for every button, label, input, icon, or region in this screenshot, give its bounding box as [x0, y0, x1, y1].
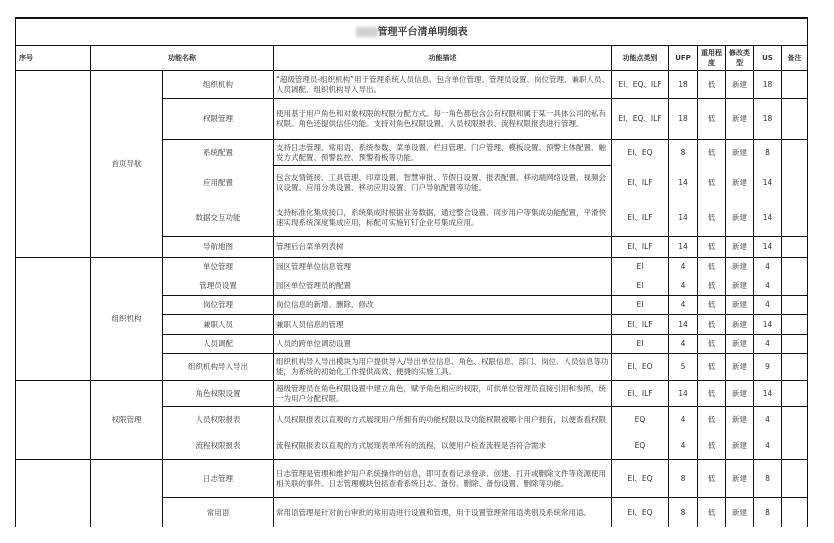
function-name-cell: 管理员设置: [163, 277, 274, 296]
reuse-cell: 低: [698, 140, 726, 166]
function-name-cell: 导航地图: [163, 237, 274, 258]
function-desc-cell: 岗位信息的新增、删除、修改: [274, 296, 612, 315]
note-cell: [782, 99, 808, 140]
reuse-cell: 低: [698, 354, 726, 381]
us-cell: 4: [754, 296, 782, 315]
ufp-cell: 14: [669, 315, 698, 335]
table-row: [16, 460, 808, 498]
reuse-cell: 低: [698, 296, 726, 315]
function-name-cell: 单位管理: [163, 258, 274, 277]
function-name-cell: 系统配置: [163, 140, 274, 166]
ufp-cell: 4: [669, 277, 698, 296]
redacted-name: [356, 27, 378, 37]
function-desc-cell: 常用语管理是针对前台审批的常用语进行设置和管理，用于设置管理常用语类别及系统常用语。: [274, 498, 612, 528]
point-type-cell: EI: [612, 296, 669, 315]
detail-table: [15, 18, 808, 527]
function-desc-cell: 流程权限报表以直观的方式展现表单所有的流程，以便用户检查流程是否符合需求: [274, 434, 612, 460]
us-cell: 14: [754, 315, 782, 335]
ufp-cell: 4: [669, 296, 698, 315]
seq-cell: [16, 258, 91, 381]
group-name-cell: 首页导航: [91, 71, 163, 258]
function-name-cell: 人员权限报表: [163, 407, 274, 434]
detail-table-container: [15, 17, 808, 527]
reuse-cell: 低: [698, 71, 726, 99]
us-cell: 18: [754, 99, 782, 140]
note-cell: [782, 407, 808, 434]
reuse-cell: 低: [698, 258, 726, 277]
point-type-cell: EI、EQ、ILF: [612, 99, 669, 140]
function-desc-cell: 超级管理员在角色权限设置中建立角色，赋予角色相应的权限，可供单位管理员直接引用和参照，统一为用户分配权限。: [274, 381, 612, 407]
header-desc: 功能描述: [274, 46, 612, 71]
header-reuse: 重用程度: [698, 46, 726, 71]
us-cell: 14: [754, 200, 782, 237]
mod-type-cell: 新建: [726, 166, 754, 200]
table-row: [16, 258, 808, 277]
us-cell: 8: [754, 498, 782, 528]
reuse-cell: 低: [698, 381, 726, 407]
ufp-cell: 4: [669, 407, 698, 434]
function-name-cell: 常用语: [163, 498, 274, 528]
title-text: 管理平台清单明细表: [377, 26, 468, 38]
note-cell: [782, 237, 808, 258]
us-cell: 8: [754, 460, 782, 498]
function-desc-cell: 支持日志管理、常用语、系统参数、菜单设置、栏目管理、门户管理、模板设置、预警主体配置、触发方式配置、预警监控、预警看板等功能。: [274, 140, 612, 166]
point-type-cell: EI、EQ: [612, 140, 669, 166]
note-cell: [782, 315, 808, 335]
ufp-cell: 8: [669, 498, 698, 528]
reuse-cell: 低: [698, 434, 726, 460]
function-name-cell: 组织机构: [163, 71, 274, 99]
note-cell: [782, 71, 808, 99]
header-ufp: UFP: [669, 46, 698, 71]
point-type-cell: EQ: [612, 434, 669, 460]
note-cell: [782, 460, 808, 498]
point-type-cell: EI: [612, 335, 669, 354]
mod-type-cell: 新建: [726, 71, 754, 99]
function-desc-cell: 日志管理是管理和维护用户系统操作的信息，即可查看记录登录、创建、打开或删除文件等资源使用相关联的事件。日志管理模块包括查看系统日志、备份、删除、备份设置、删除等功能。: [274, 460, 612, 498]
us-cell: 14: [754, 166, 782, 200]
function-desc-cell: 园区管理单位信息管理: [274, 258, 612, 277]
mod-type-cell: 新建: [726, 407, 754, 434]
mod-type-cell: 新建: [726, 140, 754, 166]
function-name-cell: 组织机构导入导出: [163, 354, 274, 381]
function-name-cell: 数据交互功能: [163, 200, 274, 237]
ufp-cell: 14: [669, 381, 698, 407]
note-cell: [782, 381, 808, 407]
header-us: US: [754, 46, 782, 71]
mod-type-cell: 新建: [726, 237, 754, 258]
function-name-cell: 权限管理: [163, 99, 274, 140]
us-cell: 14: [754, 237, 782, 258]
reuse-cell: 低: [698, 277, 726, 296]
ufp-cell: 8: [669, 140, 698, 166]
seq-cell: [16, 381, 91, 460]
mod-type-cell: 新建: [726, 434, 754, 460]
header-note: 备注: [782, 46, 808, 71]
reuse-cell: 低: [698, 237, 726, 258]
mod-type-cell: 新建: [726, 460, 754, 498]
mod-type-cell: 新建: [726, 99, 754, 140]
us-cell: 8: [754, 140, 782, 166]
group-name-cell: [91, 460, 163, 528]
function-desc-cell: 使用基于用户角色和对象权限的权限分配方式。每一角色都包含公有权限和属于某一具体公司的私有权限。角色还提供信任功能。支持对角色权限设置、人员权限报表、流程权限报表进行管理。: [274, 99, 612, 140]
function-name-cell: 角色权限设置: [163, 381, 274, 407]
function-desc-cell: 人员的跨单位调动设置: [274, 335, 612, 354]
point-type-cell: EI、ILF: [612, 200, 669, 237]
header-type: 功能点类别: [612, 46, 669, 71]
ufp-cell: 4: [669, 258, 698, 277]
table-title: [16, 19, 808, 46]
reuse-cell: 低: [698, 335, 726, 354]
ufp-cell: 14: [669, 200, 698, 237]
ufp-cell: 5: [669, 354, 698, 381]
us-cell: 4: [754, 407, 782, 434]
header-row: [16, 46, 808, 71]
function-desc-cell: 人员权限报表以直观的方式展现用户所拥有的功能权限以及功能权限被哪个用户拥有，以便查看权限: [274, 407, 612, 434]
ufp-cell: 14: [669, 237, 698, 258]
point-type-cell: EI: [612, 258, 669, 277]
mod-type-cell: 新建: [726, 258, 754, 277]
group-name-cell: 组织机构: [91, 258, 163, 381]
point-type-cell: EI、EQ: [612, 460, 669, 498]
point-type-cell: EQ: [612, 407, 669, 434]
note-cell: [782, 277, 808, 296]
function-desc-cell: 管理后台菜单列表树: [274, 237, 612, 258]
function-desc-cell: “超级管理员-组织机构”用于管理系统人员信息，包含单位管理、管理员设置、岗位管理、兼职人员、人员调配、组织机构导入导出。: [274, 71, 612, 99]
header-mod: 修改类型: [726, 46, 754, 71]
table-row: [16, 71, 808, 99]
note-cell: [782, 166, 808, 200]
function-desc-cell: 包含友情链接、工具管理、印章设置、智慧审批、节假日设置、报表配置、移动端网络设置、视频会议设置、应用分类设置、移动应用设置、门户导航配置等功能。: [274, 166, 612, 200]
mod-type-cell: 新建: [726, 200, 754, 237]
seq-cell: [16, 460, 91, 528]
ufp-cell: 4: [669, 335, 698, 354]
mod-type-cell: 新建: [726, 277, 754, 296]
function-name-cell: 日志管理: [163, 460, 274, 498]
function-name-cell: 兼职人员: [163, 315, 274, 335]
function-name-cell: 应用配置: [163, 166, 274, 200]
header-name: 功能名称: [91, 46, 274, 71]
group-name-cell: 权限管理: [91, 381, 163, 460]
reuse-cell: 低: [698, 407, 726, 434]
reuse-cell: 低: [698, 498, 726, 528]
us-cell: 4: [754, 277, 782, 296]
us-cell: 4: [754, 258, 782, 277]
us-cell: 18: [754, 71, 782, 99]
point-type-cell: EI、EQ: [612, 498, 669, 528]
function-desc-cell: 支持标准化集成接口，系统集成时根据业务数据，通过整合设置、同步用户等集成功能配置，平滑快速实现系统深度集成应用，标配可实施钉钉企业号集成应用。: [274, 200, 612, 237]
function-desc-cell: 兼职人员信息的管理: [274, 315, 612, 335]
function-desc-cell: 组织机构导入导出模块为用户提供导入/导出单位信息、角色、权限信息、部门、岗位、人员信息等功能，为系统的初始化工作提供高效、便捷的实施工具。: [274, 354, 612, 381]
note-cell: [782, 498, 808, 528]
note-cell: [782, 434, 808, 460]
mod-type-cell: 新建: [726, 381, 754, 407]
ufp-cell: 18: [669, 71, 698, 99]
ufp-cell: 4: [669, 434, 698, 460]
mod-type-cell: 新建: [726, 498, 754, 528]
note-cell: [782, 200, 808, 237]
header-seq: 序号: [16, 46, 91, 71]
function-name-cell: 人员调配: [163, 335, 274, 354]
table-row: [16, 381, 808, 407]
mod-type-cell: 新建: [726, 335, 754, 354]
ufp-cell: 8: [669, 460, 698, 498]
point-type-cell: EI、ILF: [612, 166, 669, 200]
reuse-cell: 低: [698, 315, 726, 335]
reuse-cell: 低: [698, 460, 726, 498]
point-type-cell: EI、ILF: [612, 237, 669, 258]
us-cell: 4: [754, 434, 782, 460]
note-cell: [782, 296, 808, 315]
note-cell: [782, 335, 808, 354]
point-type-cell: EI、EQ、ILF: [612, 71, 669, 99]
mod-type-cell: 新建: [726, 296, 754, 315]
note-cell: [782, 258, 808, 277]
reuse-cell: 低: [698, 200, 726, 237]
us-cell: 14: [754, 381, 782, 407]
note-cell: [782, 140, 808, 166]
title-row: [16, 19, 808, 46]
reuse-cell: 低: [698, 99, 726, 140]
ufp-cell: 18: [669, 99, 698, 140]
mod-type-cell: 新建: [726, 315, 754, 335]
us-cell: 9: [754, 354, 782, 381]
point-type-cell: EI: [612, 277, 669, 296]
function-desc-cell: 园区单位管理员的配置: [274, 277, 612, 296]
ufp-cell: 14: [669, 166, 698, 200]
point-type-cell: EI、ILF: [612, 315, 669, 335]
mod-type-cell: 新建: [726, 354, 754, 381]
point-type-cell: EI、ILF: [612, 381, 669, 407]
function-name-cell: 流程权限报表: [163, 434, 274, 460]
us-cell: 4: [754, 335, 782, 354]
note-cell: [782, 354, 808, 381]
point-type-cell: EI、EO: [612, 354, 669, 381]
reuse-cell: 低: [698, 166, 726, 200]
function-name-cell: 岗位管理: [163, 296, 274, 315]
seq-cell: [16, 71, 91, 258]
